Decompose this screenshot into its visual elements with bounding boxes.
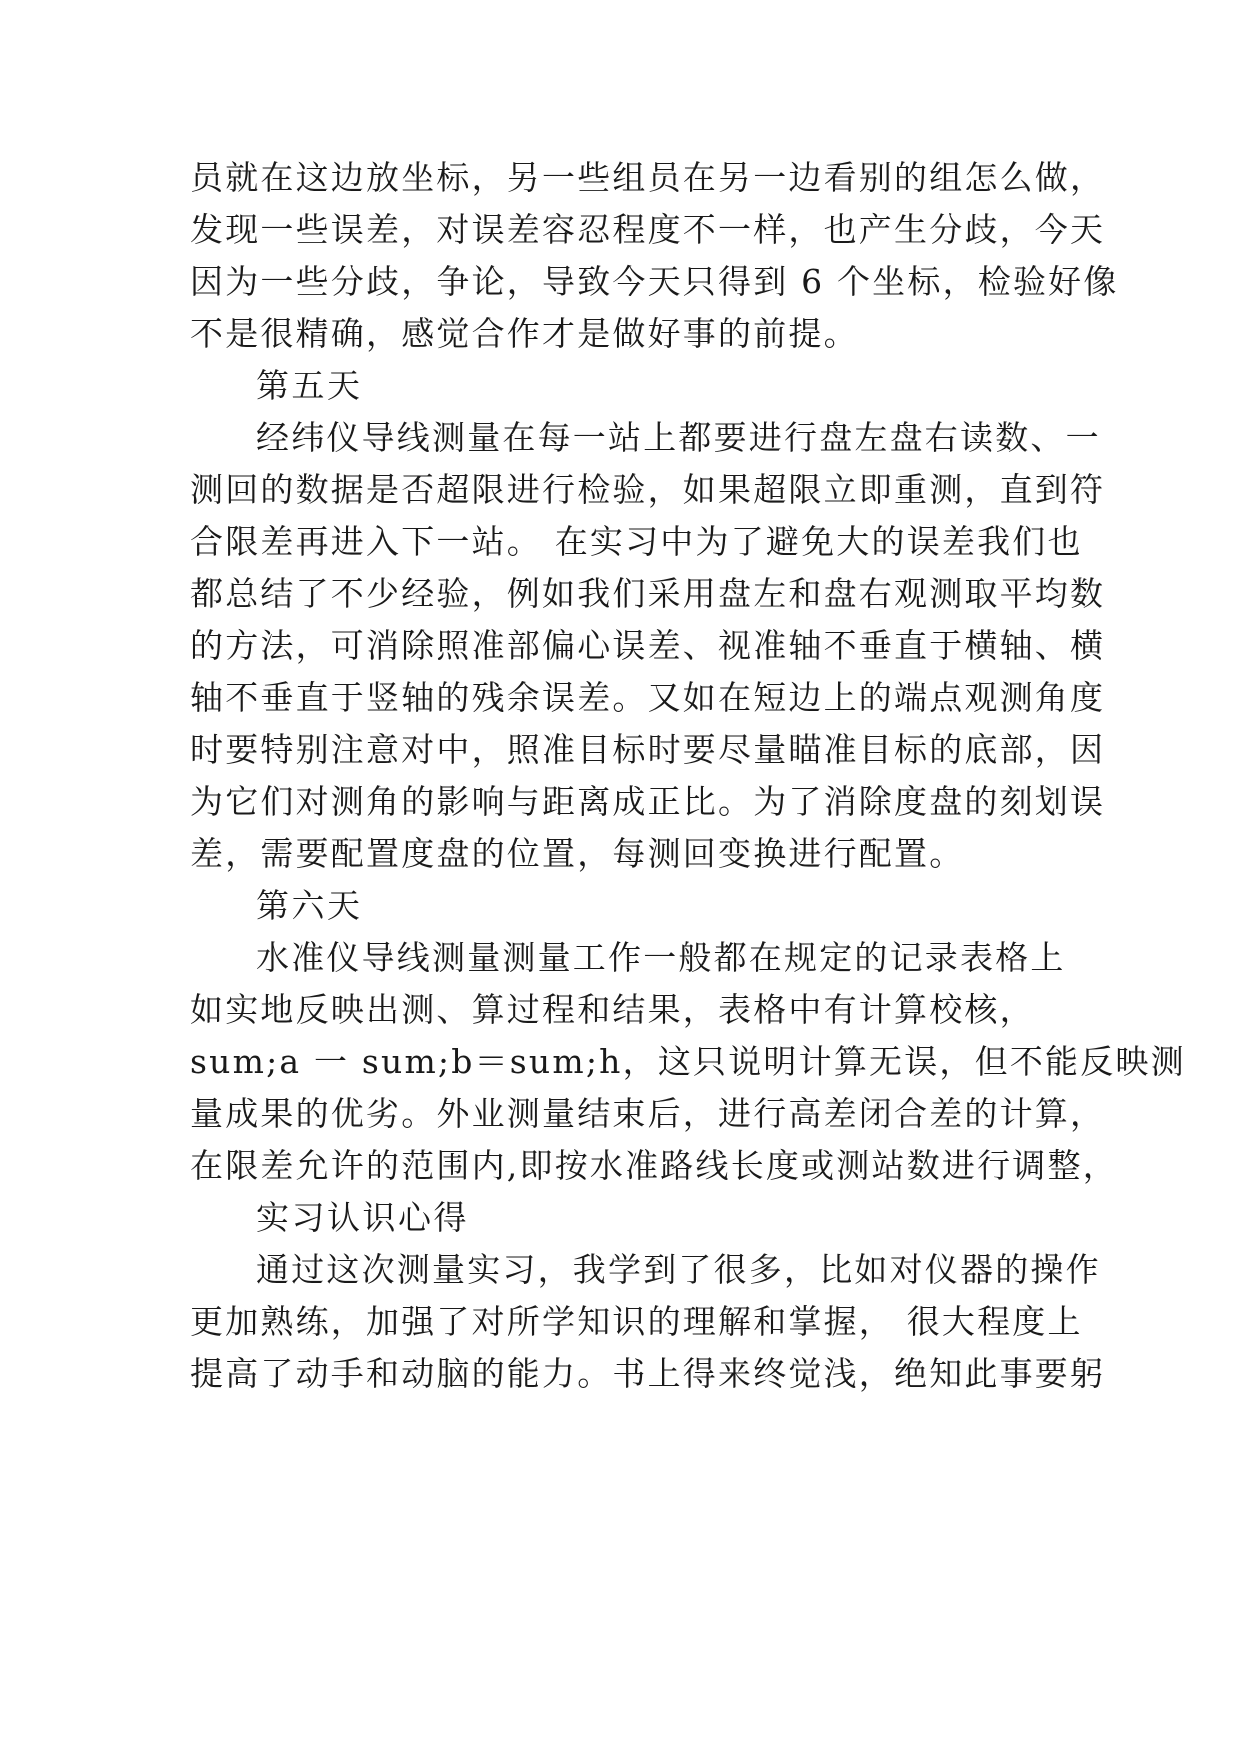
text-line: 如实地反映出测、算过程和结果，表格中有计算校核， <box>190 990 1035 1029</box>
text-line: 都总结了不少经验，例如我们采用盘左和盘右观测取平均数 <box>190 574 1106 613</box>
text-line: 量成果的优劣。外业测量结束后，进行高差闭合差的计算， <box>190 1094 1106 1133</box>
text-line: 的方法，可消除照准部偏心误差、视准轴不垂直于横轴、横 <box>190 626 1106 665</box>
paragraph-first-line: 通过这次测量实习，我学到了很多，比如对仪器的操作 <box>256 1250 1101 1289</box>
paragraph-first-line: 水准仪导线测量测量工作一般都在规定的记录表格上 <box>256 938 1066 977</box>
text-line: 员就在这边放坐标，另一些组员在另一边看别的组怎么做， <box>190 158 1106 197</box>
text-line: 为它们对测角的影响与距离成正比。为了消除度盘的刻划误 <box>190 782 1106 821</box>
text-line: 测回的数据是否超限进行检验，如果超限立即重测，直到符 <box>190 470 1106 509</box>
text-line: 轴不垂直于竖轴的残余误差。又如在短边上的端点观测角度 <box>190 678 1106 717</box>
section-heading: 第五天 <box>256 366 363 405</box>
paragraph-first-line: 经纬仪导线测量在每一站上都要进行盘左盘右读数、一 <box>256 418 1101 457</box>
text-line: 提高了动手和动脑的能力。书上得来终觉浅，绝知此事要躬 <box>190 1354 1106 1393</box>
text-line: 差，需要配置度盘的位置，每测回变换进行配置。 <box>190 834 965 873</box>
section-heading: 实习认识心得 <box>256 1198 469 1237</box>
text-line: 时要特别注意对中，照准目标时要尽量瞄准目标的底部，因 <box>190 730 1106 769</box>
text-line: 合限差再进入下一站。 在实习中为了避免大的误差我们也 <box>190 522 1083 561</box>
text-line: 因为一些分歧，争论，导致今天只得到 6 个坐标，检验好像 <box>190 262 1119 301</box>
text-line: 更加熟练，加强了对所学知识的理解和掌握， 很大程度上 <box>190 1302 1083 1341</box>
text-line: 不是很精确，感觉合作才是做好事的前提。 <box>190 314 859 353</box>
section-heading: 第六天 <box>256 886 363 925</box>
text-line: 发现一些误差，对误差容忍程度不一样，也产生分歧，今天 <box>190 210 1106 249</box>
text-line: sum;a 一 sum;b＝sum;h，这只说明计算无误，但不能反映测 <box>190 1042 1186 1081</box>
text-line: 在限差允许的范围内,即按水准路线长度或测站数进行调整， <box>190 1146 1118 1185</box>
